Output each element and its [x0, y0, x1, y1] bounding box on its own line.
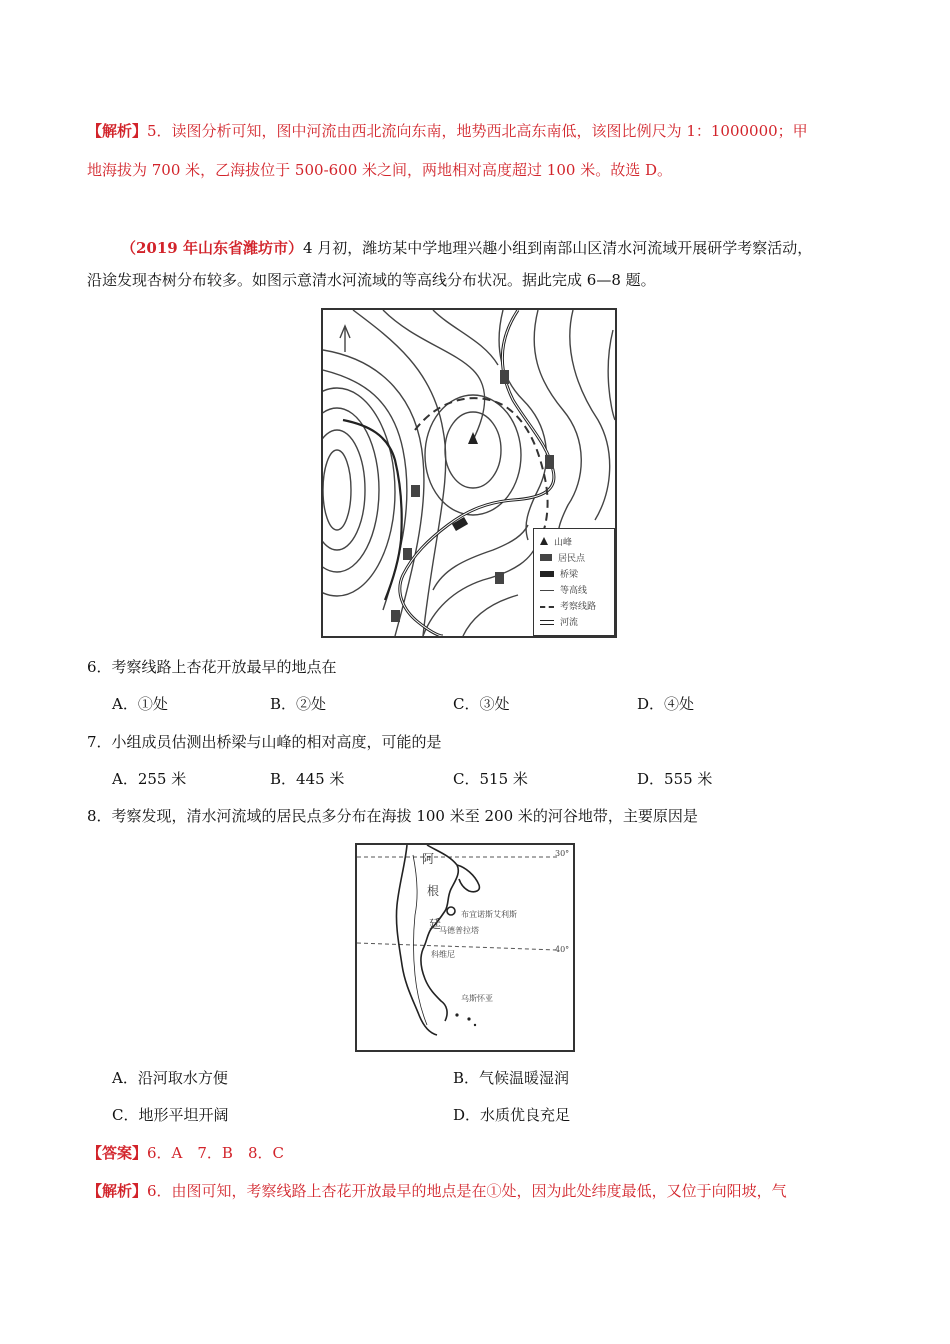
legend-route: 考察线路: [540, 599, 596, 612]
analysis6-tag: 【解析】: [87, 1182, 148, 1200]
contour-line-icon: [540, 590, 554, 591]
q6-option-b: B．②处: [270, 695, 327, 713]
legend-bridge: 桥梁: [540, 567, 578, 580]
map2-label-lat30: 30°: [555, 849, 570, 858]
peak-icon: [540, 537, 548, 545]
intro-line1: [121, 238, 812, 258]
answer-tag: 【答案】: [87, 1144, 148, 1162]
source-label: （2019 年山东省潍坊市）: [121, 239, 303, 257]
q6-stem: 6．考察线路上杏花开放最早的地点在: [87, 658, 337, 676]
legend-settlement: 居民点: [540, 551, 585, 564]
answer-line: [87, 1143, 284, 1163]
q6-option-a: A．①处: [112, 695, 168, 713]
argentina-map-drawing: [357, 845, 573, 1050]
map2-label-buenos-aires: 布宜诺斯艾利斯: [461, 910, 517, 919]
map-legend: [533, 528, 615, 636]
argentina-map-figure: [355, 843, 575, 1052]
analysis-tag: 【解析】: [87, 122, 148, 140]
q8-option-c: C．地形平坦开阔: [112, 1106, 229, 1124]
legend-contour: 等高线: [540, 583, 587, 596]
q8-option-a: A．沿河取水方便: [112, 1069, 228, 1087]
route-line-icon: [540, 606, 554, 608]
analysis6-text: 6．由图可知，考察线路上杏花开放最早的地点是在①处，因为此处纬度最低，又位于向阳坡，气: [147, 1182, 787, 1200]
map2-label-lat40: 40°: [555, 945, 570, 954]
map2-label-kowini: 科维尼: [431, 950, 455, 959]
q8-option-d: D．水质优良充足: [453, 1106, 571, 1124]
map2-label-ushuaia: 乌斯怀亚: [461, 994, 493, 1003]
q7-stem: 7．小组成员估测出桥梁与山峰的相对高度，可能的是: [87, 733, 442, 751]
q8-stem: 8．考察发现，清水河流域的居民点多分布在海拔 100 米至 200 米的河谷地带，主要原因是: [87, 807, 698, 825]
bridge-icon: [540, 571, 554, 577]
intro-line2: 沿途发现杏树分布较多。如图示意清水河流域的等高线分布状况。据此完成 6—8 题。: [87, 271, 656, 289]
analysis5-line1: [87, 121, 808, 141]
analysis5-text1: 5．读图分析可知，图中河流由西北流向东南，地势西北高东南低，该图比例尺为 1：1000000；甲: [147, 122, 808, 140]
q7-option-a: A．255 米: [112, 770, 187, 788]
q7-option-d: D．555 米: [637, 770, 713, 788]
q6-option-c: C．③处: [453, 695, 510, 713]
settlement-icon: [540, 554, 552, 561]
intro-text1: 4 月初，潍坊某中学地理兴趣小组到南部山区清水河流域开展研学考察活动，: [302, 239, 813, 257]
map2-label-mar-del-plata: 马德普拉塔: [439, 926, 479, 935]
q6-option-d: D．④处: [637, 695, 695, 713]
q7-option-c: C．515 米: [453, 770, 528, 788]
analysis6-line: [87, 1181, 787, 1201]
map2-label-ting: 廷: [429, 917, 442, 931]
map2-label-gen: 根: [427, 884, 440, 898]
legend-river: 河流: [540, 615, 578, 628]
q8-option-b: B．气候温暖湿润: [453, 1069, 570, 1087]
analysis5-line2: 地海拔为 700 米，乙海拔位于 500-600 米之间，两地相对高度超过 100 米。故选 D。: [87, 161, 672, 179]
contour-map-figure: [321, 308, 617, 638]
map2-label-a: 阿: [422, 852, 435, 866]
legend-peak: 山峰: [540, 535, 572, 548]
q7-option-b: B．445 米: [270, 770, 345, 788]
answer-text: 6．A 7．B 8．C: [147, 1144, 284, 1162]
river-icon: [540, 620, 554, 625]
